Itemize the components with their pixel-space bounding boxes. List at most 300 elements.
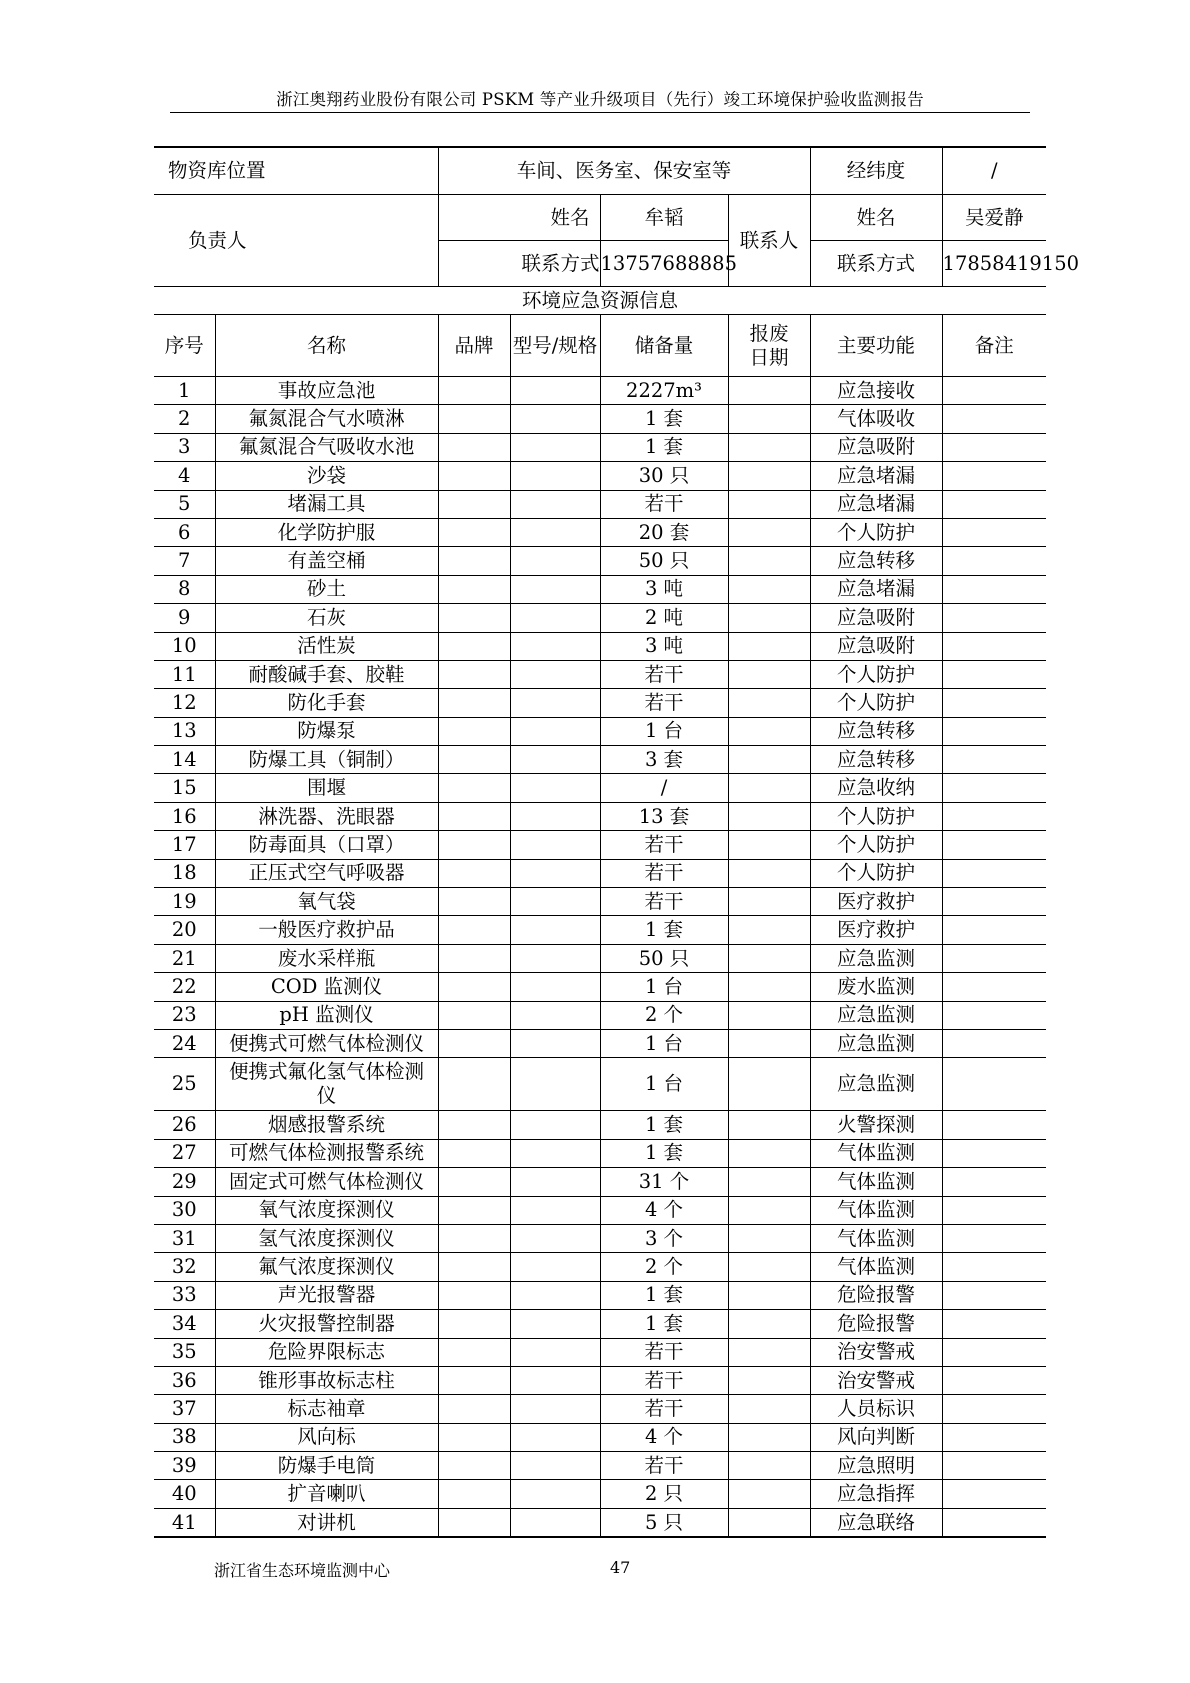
page-header: 浙江奥翔药业股份有限公司 PSKM 等产业升级项目（先行）竣工环境保护验收监测报告 — [276, 90, 924, 109]
table-row — [154, 1508, 1046, 1537]
cell-no: 25 — [154, 1058, 215, 1111]
cell-model — [510, 1111, 600, 1139]
cell-expiry — [728, 802, 810, 830]
cell-function: 个人防护 — [810, 802, 942, 830]
cell-no: 39 — [154, 1452, 215, 1480]
owner-label: 负责人 — [154, 195, 438, 287]
cell-model — [510, 377, 600, 405]
cell-function: 风向判断 — [810, 1423, 942, 1451]
cell-no: 11 — [154, 660, 215, 688]
cell-model — [510, 1423, 600, 1451]
cell-qty: 若干 — [600, 490, 728, 518]
table-row — [154, 1253, 1046, 1281]
cell-expiry — [728, 604, 810, 632]
cell-qty: 3 套 — [600, 746, 728, 774]
cell-function: 火警探测 — [810, 1111, 942, 1139]
cell-expiry — [728, 1452, 810, 1480]
cell-no: 12 — [154, 689, 215, 717]
cell-model — [510, 859, 600, 887]
cell-function: 气体监测 — [810, 1253, 942, 1281]
cell-qty: 2 个 — [600, 1253, 728, 1281]
cell-remark — [942, 774, 1046, 802]
cell-expiry — [728, 1253, 810, 1281]
cell-function: 危险报警 — [810, 1310, 942, 1338]
cell-function: 个人防护 — [810, 831, 942, 859]
cell-brand — [438, 831, 510, 859]
cell-name: 化学防护服 — [215, 518, 438, 546]
cell-name: 火灾报警控制器 — [215, 1310, 438, 1338]
cell-qty: 2227m³ — [600, 377, 728, 405]
cell-model — [510, 547, 600, 575]
cell-remark — [942, 1281, 1046, 1309]
cell-qty: 1 台 — [600, 1029, 728, 1057]
cell-function: 应急吸附 — [810, 604, 942, 632]
col-model: 型号/规格 — [510, 315, 600, 377]
cell-qty: 若干 — [600, 831, 728, 859]
cell-model — [510, 973, 600, 1001]
cell-brand — [438, 1480, 510, 1508]
cell-remark — [942, 1480, 1046, 1508]
cell-name: 防爆泵 — [215, 717, 438, 745]
cell-no: 31 — [154, 1224, 215, 1252]
cell-name: 耐酸碱手套、胶鞋 — [215, 660, 438, 688]
cell-name: 可燃气体检测报警系统 — [215, 1139, 438, 1167]
cell-function: 气体吸收 — [810, 405, 942, 433]
footer-org: 浙江省生态环境监测中心 — [214, 1561, 391, 1580]
cell-brand — [438, 1058, 510, 1111]
latlng-value: / — [942, 147, 1046, 195]
cell-qty: 1 套 — [600, 405, 728, 433]
table-row — [154, 774, 1046, 802]
cell-model — [510, 746, 600, 774]
cell-function: 应急收纳 — [810, 774, 942, 802]
cell-function: 应急监测 — [810, 1058, 942, 1111]
cell-qty: 2 吨 — [600, 604, 728, 632]
cell-expiry — [728, 831, 810, 859]
cell-model — [510, 490, 600, 518]
section-title: 环境应急资源信息 — [154, 287, 1046, 315]
cell-function: 应急监测 — [810, 1001, 942, 1029]
cell-function: 应急转移 — [810, 746, 942, 774]
cell-expiry — [728, 944, 810, 972]
cell-name: 砂土 — [215, 575, 438, 603]
cell-brand — [438, 660, 510, 688]
cell-brand — [438, 1111, 510, 1139]
cell-remark — [942, 547, 1046, 575]
cell-remark — [942, 1452, 1046, 1480]
cell-qty: 1 台 — [600, 1058, 728, 1111]
cell-qty: 3 吨 — [600, 632, 728, 660]
col-brand: 品牌 — [438, 315, 510, 377]
cell-qty: 1 台 — [600, 973, 728, 1001]
cell-brand — [438, 1395, 510, 1423]
cell-function: 气体监测 — [810, 1224, 942, 1252]
table-row — [154, 1423, 1046, 1451]
cell-qty: 2 个 — [600, 1001, 728, 1029]
table-row — [154, 462, 1046, 490]
cell-no: 3 — [154, 433, 215, 461]
cell-function: 应急照明 — [810, 1452, 942, 1480]
cell-brand — [438, 433, 510, 461]
cell-brand — [438, 518, 510, 546]
section-title-row — [154, 287, 1046, 315]
table-row — [154, 1395, 1046, 1423]
table-row — [154, 1310, 1046, 1338]
cell-model — [510, 1366, 600, 1394]
cell-name: 沙袋 — [215, 462, 438, 490]
cell-model — [510, 916, 600, 944]
cell-name: 氧气浓度探测仪 — [215, 1196, 438, 1224]
cell-brand — [438, 1001, 510, 1029]
cell-name: 正压式空气呼吸器 — [215, 859, 438, 887]
cell-expiry — [728, 746, 810, 774]
cell-remark — [942, 1168, 1046, 1196]
cell-model — [510, 1395, 600, 1423]
cell-brand — [438, 746, 510, 774]
cell-remark — [942, 377, 1046, 405]
cell-expiry — [728, 1281, 810, 1309]
cell-model — [510, 1168, 600, 1196]
cell-remark — [942, 1139, 1046, 1167]
cell-no: 37 — [154, 1395, 215, 1423]
cell-brand — [438, 632, 510, 660]
cell-function: 人员标识 — [810, 1395, 942, 1423]
cell-no: 26 — [154, 1111, 215, 1139]
cell-brand — [438, 1224, 510, 1252]
cell-name: 扩音喇叭 — [215, 1480, 438, 1508]
cell-brand — [438, 888, 510, 916]
owner-name: 牟韬 — [600, 195, 728, 241]
cell-model — [510, 575, 600, 603]
cell-model — [510, 660, 600, 688]
cell-expiry — [728, 717, 810, 745]
cell-model — [510, 632, 600, 660]
cell-function: 气体监测 — [810, 1139, 942, 1167]
cell-function: 气体监测 — [810, 1196, 942, 1224]
cell-name: 便携式可燃气体检测仪 — [215, 1029, 438, 1057]
cell-function: 应急指挥 — [810, 1480, 942, 1508]
cell-name: 有盖空桶 — [215, 547, 438, 575]
cell-remark — [942, 462, 1046, 490]
cell-remark — [942, 859, 1046, 887]
cell-name: 声光报警器 — [215, 1281, 438, 1309]
table-row — [154, 717, 1046, 745]
cell-function: 应急联络 — [810, 1508, 942, 1537]
cell-remark — [942, 944, 1046, 972]
table-row — [154, 433, 1046, 461]
cell-expiry — [728, 774, 810, 802]
cell-name: 烟感报警系统 — [215, 1111, 438, 1139]
cell-remark — [942, 1508, 1046, 1537]
cell-brand — [438, 1029, 510, 1057]
table-row — [154, 1168, 1046, 1196]
table-row — [154, 405, 1046, 433]
cell-expiry — [728, 518, 810, 546]
cell-no: 17 — [154, 831, 215, 859]
cell-expiry — [728, 888, 810, 916]
cell-model — [510, 405, 600, 433]
cell-brand — [438, 490, 510, 518]
contact-phone-label: 联系方式 — [810, 241, 942, 287]
cell-brand — [438, 1139, 510, 1167]
cell-brand — [438, 1196, 510, 1224]
cell-expiry — [728, 1366, 810, 1394]
cell-no: 6 — [154, 518, 215, 546]
cell-remark — [942, 405, 1046, 433]
cell-function: 应急转移 — [810, 547, 942, 575]
cell-function: 应急吸附 — [810, 632, 942, 660]
cell-expiry — [728, 1508, 810, 1537]
cell-expiry — [728, 1196, 810, 1224]
cell-brand — [438, 774, 510, 802]
cell-no: 34 — [154, 1310, 215, 1338]
cell-qty: 30 只 — [600, 462, 728, 490]
column-header-row — [154, 315, 1046, 377]
cell-expiry — [728, 1111, 810, 1139]
cell-brand — [438, 802, 510, 830]
table-row — [154, 1001, 1046, 1029]
cell-model — [510, 1253, 600, 1281]
cell-brand — [438, 1508, 510, 1537]
cell-qty: 1 套 — [600, 1139, 728, 1167]
cell-no: 13 — [154, 717, 215, 745]
cell-no: 20 — [154, 916, 215, 944]
cell-name: 围堰 — [215, 774, 438, 802]
cell-qty: 2 只 — [600, 1480, 728, 1508]
cell-expiry — [728, 916, 810, 944]
cell-qty: 1 套 — [600, 916, 728, 944]
cell-name: 活性炭 — [215, 632, 438, 660]
cell-expiry — [728, 433, 810, 461]
cell-no: 33 — [154, 1281, 215, 1309]
person-name-row — [154, 195, 1046, 241]
table-row — [154, 689, 1046, 717]
cell-qty: 1 套 — [600, 433, 728, 461]
cell-model — [510, 1310, 600, 1338]
cell-function: 应急监测 — [810, 1029, 942, 1057]
cell-brand — [438, 377, 510, 405]
cell-name: 氟气浓度探测仪 — [215, 1253, 438, 1281]
cell-name: 事故应急池 — [215, 377, 438, 405]
owner-phone: 13757688885 — [600, 241, 728, 287]
table-row — [154, 660, 1046, 688]
cell-model — [510, 1029, 600, 1057]
cell-expiry — [728, 1029, 810, 1057]
cell-function: 危险报警 — [810, 1281, 942, 1309]
cell-name: 防爆手电筒 — [215, 1452, 438, 1480]
cell-qty: 4 个 — [600, 1423, 728, 1451]
cell-model — [510, 1508, 600, 1537]
cell-qty: 若干 — [600, 660, 728, 688]
cell-name: 氟氮混合气水喷淋 — [215, 405, 438, 433]
cell-no: 27 — [154, 1139, 215, 1167]
cell-expiry — [728, 859, 810, 887]
cell-qty: 1 台 — [600, 717, 728, 745]
table-row — [154, 1029, 1046, 1057]
cell-name: 氢气浓度探测仪 — [215, 1224, 438, 1252]
cell-no: 38 — [154, 1423, 215, 1451]
contact-name-label: 姓名 — [810, 195, 942, 241]
cell-brand — [438, 575, 510, 603]
cell-no: 4 — [154, 462, 215, 490]
cell-no: 22 — [154, 973, 215, 1001]
table-row — [154, 490, 1046, 518]
cell-no: 5 — [154, 490, 215, 518]
owner-name-label: 姓名 — [438, 195, 600, 241]
cell-remark — [942, 1253, 1046, 1281]
table-row — [154, 547, 1046, 575]
cell-model — [510, 604, 600, 632]
cell-no: 21 — [154, 944, 215, 972]
cell-qty: 20 套 — [600, 518, 728, 546]
cell-qty: 5 只 — [600, 1508, 728, 1537]
cell-brand — [438, 1338, 510, 1366]
cell-name: 锥形事故标志柱 — [215, 1366, 438, 1394]
cell-function: 个人防护 — [810, 859, 942, 887]
cell-expiry — [728, 1338, 810, 1366]
cell-model — [510, 888, 600, 916]
cell-model — [510, 1001, 600, 1029]
cell-name: 固定式可燃气体检测仪 — [215, 1168, 438, 1196]
cell-remark — [942, 973, 1046, 1001]
table-row — [154, 518, 1046, 546]
cell-expiry — [728, 632, 810, 660]
cell-name: 防爆工具（铜制） — [215, 746, 438, 774]
table-row — [154, 1281, 1046, 1309]
cell-remark — [942, 1001, 1046, 1029]
cell-no: 35 — [154, 1338, 215, 1366]
cell-model — [510, 1452, 600, 1480]
cell-model — [510, 1338, 600, 1366]
cell-expiry — [728, 1310, 810, 1338]
cell-brand — [438, 604, 510, 632]
cell-qty: 13 套 — [600, 802, 728, 830]
cell-function: 废水监测 — [810, 973, 942, 1001]
contact-phone: 17858419150 — [942, 241, 1046, 287]
cell-brand — [438, 462, 510, 490]
cell-remark — [942, 831, 1046, 859]
table-row — [154, 944, 1046, 972]
cell-qty: 1 套 — [600, 1281, 728, 1309]
cell-no: 36 — [154, 1366, 215, 1394]
table-row — [154, 1196, 1046, 1224]
col-function: 主要功能 — [810, 315, 942, 377]
table-row — [154, 859, 1046, 887]
table-row — [154, 1338, 1046, 1366]
cell-brand — [438, 1168, 510, 1196]
cell-function: 应急接收 — [810, 377, 942, 405]
cell-function: 应急堵漏 — [810, 575, 942, 603]
cell-no: 40 — [154, 1480, 215, 1508]
cell-qty: 1 套 — [600, 1310, 728, 1338]
cell-remark — [942, 604, 1046, 632]
table-row — [154, 1111, 1046, 1139]
cell-brand — [438, 1281, 510, 1309]
cell-expiry — [728, 1480, 810, 1508]
contact-name: 吴爱静 — [942, 195, 1046, 241]
cell-brand — [438, 973, 510, 1001]
table-row — [154, 632, 1046, 660]
table-row — [154, 1480, 1046, 1508]
cell-qty: 50 只 — [600, 944, 728, 972]
cell-model — [510, 1480, 600, 1508]
cell-function: 应急吸附 — [810, 433, 942, 461]
cell-qty: 50 只 — [600, 547, 728, 575]
table-row — [154, 575, 1046, 603]
cell-expiry — [728, 1224, 810, 1252]
emergency-resource-table — [154, 146, 1080, 1538]
cell-qty: 31 个 — [600, 1168, 728, 1196]
table-row — [154, 916, 1046, 944]
cell-brand — [438, 1423, 510, 1451]
cell-qty: 3 个 — [600, 1224, 728, 1252]
cell-model — [510, 774, 600, 802]
col-remark: 备注 — [942, 315, 1046, 377]
cell-qty: 若干 — [600, 1395, 728, 1423]
cell-expiry — [728, 660, 810, 688]
cell-no: 23 — [154, 1001, 215, 1029]
cell-model — [510, 717, 600, 745]
cell-name: 石灰 — [215, 604, 438, 632]
table-row — [154, 1139, 1046, 1167]
cell-name: pH 监测仪 — [215, 1001, 438, 1029]
col-expiry: 报废日期 — [728, 315, 810, 377]
owner-phone-label: 联系方式 — [438, 241, 600, 287]
location-row — [154, 147, 1046, 195]
cell-function: 应急监测 — [810, 944, 942, 972]
cell-model — [510, 1196, 600, 1224]
cell-name: COD 监测仪 — [215, 973, 438, 1001]
cell-expiry — [728, 490, 810, 518]
cell-remark — [942, 916, 1046, 944]
cell-function: 医疗救护 — [810, 888, 942, 916]
cell-qty: 若干 — [600, 888, 728, 916]
location-label: 物资库位置 — [154, 147, 438, 195]
cell-remark — [942, 518, 1046, 546]
cell-function: 个人防护 — [810, 518, 942, 546]
table-row — [154, 746, 1046, 774]
cell-model — [510, 689, 600, 717]
col-qty: 储备量 — [600, 315, 728, 377]
cell-brand — [438, 717, 510, 745]
cell-remark — [942, 660, 1046, 688]
cell-function: 气体监测 — [810, 1168, 942, 1196]
cell-name: 氧气袋 — [215, 888, 438, 916]
cell-qty: 若干 — [600, 859, 728, 887]
cell-no: 15 — [154, 774, 215, 802]
cell-name: 防化手套 — [215, 689, 438, 717]
cell-function: 医疗救护 — [810, 916, 942, 944]
table-row — [154, 888, 1046, 916]
cell-name: 氟氮混合气吸收水池 — [215, 433, 438, 461]
cell-model — [510, 831, 600, 859]
cell-expiry — [728, 1139, 810, 1167]
cell-function: 应急堵漏 — [810, 490, 942, 518]
contact-label: 联系人 — [728, 195, 810, 287]
table-row — [154, 1452, 1046, 1480]
cell-remark — [942, 1395, 1046, 1423]
cell-no: 14 — [154, 746, 215, 774]
cell-remark — [942, 1196, 1046, 1224]
cell-remark — [942, 490, 1046, 518]
cell-model — [510, 518, 600, 546]
cell-model — [510, 1058, 600, 1111]
cell-remark — [942, 632, 1046, 660]
cell-name: 对讲机 — [215, 1508, 438, 1537]
table-row — [154, 831, 1046, 859]
cell-remark — [942, 717, 1046, 745]
cell-remark — [942, 1338, 1046, 1366]
